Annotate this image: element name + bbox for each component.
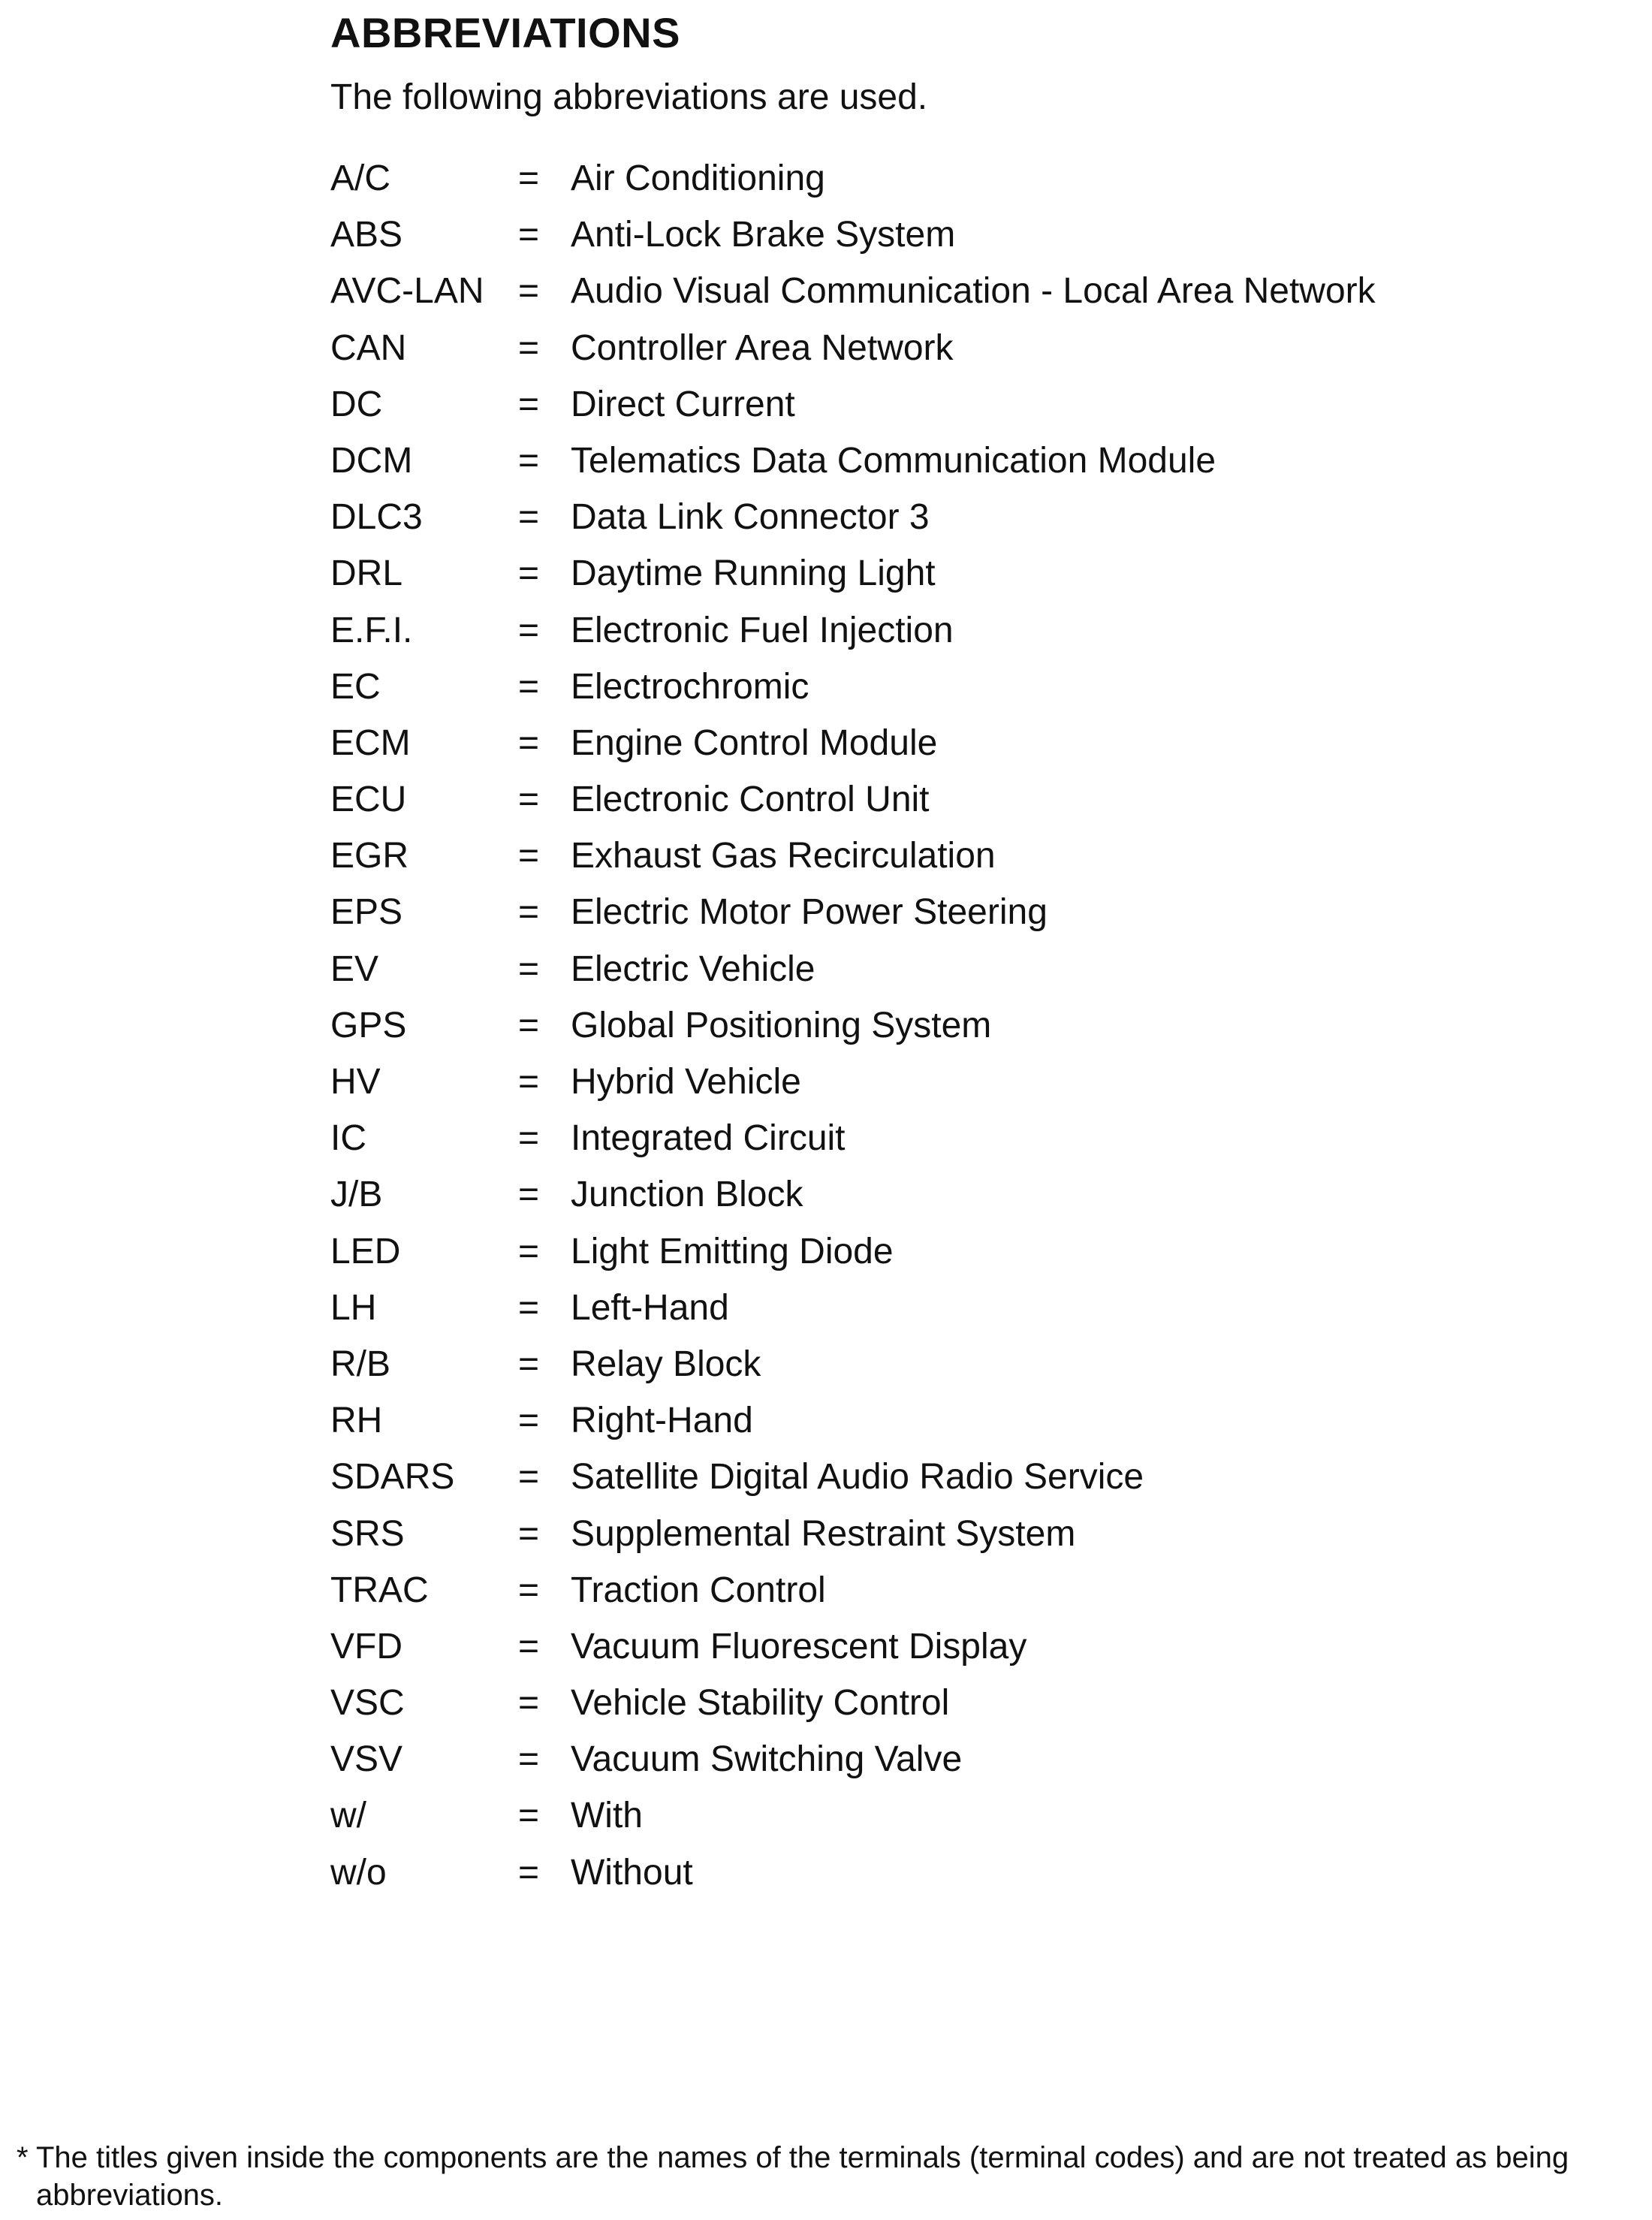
abbreviation-row	[330, 884, 1607, 940]
abbreviation-code: AVC-LAN	[330, 271, 484, 312]
abbreviation-row	[330, 1449, 1607, 1505]
abbreviation-meaning: Exhaust Gas Recirculation	[571, 836, 996, 876]
abbreviation-code: IC	[330, 1118, 366, 1159]
abbreviation-code: VSC	[330, 1683, 405, 1724]
abbreviation-meaning: Traction Control	[571, 1570, 826, 1610]
abbreviation-meaning: Audio Visual Communication - Local Area Network	[571, 271, 1376, 312]
abbreviation-meaning: Telematics Data Communication Module	[571, 440, 1216, 481]
abbreviation-row	[330, 602, 1607, 659]
abbreviation-code: J/B	[330, 1175, 383, 1215]
abbreviation-code: DCM	[330, 440, 413, 481]
abbreviation-meaning: Vacuum Fluorescent Display	[571, 1626, 1027, 1667]
abbreviation-row	[330, 1562, 1607, 1618]
abbreviation-code: w/	[330, 1796, 366, 1836]
abbreviation-list	[330, 150, 1607, 1901]
abbreviation-code: VSV	[330, 1739, 403, 1780]
abbreviation-meaning: Supplemental Restraint System	[571, 1513, 1076, 1554]
abbreviation-row	[330, 1280, 1607, 1336]
abbreviation-code: R/B	[330, 1344, 391, 1384]
abbreviation-code: SDARS	[330, 1457, 455, 1498]
abbreviation-row	[330, 433, 1607, 489]
abbreviation-row	[330, 207, 1607, 263]
abbreviation-meaning: Daytime Running Light	[571, 553, 936, 594]
equals-sign: =	[518, 949, 540, 989]
abbreviation-meaning: Vacuum Switching Valve	[571, 1739, 963, 1780]
abbreviation-code: A/C	[330, 158, 391, 198]
equals-sign: =	[518, 1062, 540, 1102]
abbreviation-meaning: Electronic Control Unit	[571, 780, 930, 820]
equals-sign: =	[518, 1175, 540, 1215]
abbreviation-meaning: Electric Vehicle	[571, 949, 815, 989]
equals-sign: =	[518, 722, 540, 763]
abbreviation-row	[330, 1166, 1607, 1223]
equals-sign: =	[518, 610, 540, 650]
abbreviation-row	[330, 659, 1607, 715]
equals-sign: =	[518, 780, 540, 820]
abbreviation-meaning: Light Emitting Diode	[571, 1231, 894, 1271]
abbreviation-row	[330, 771, 1607, 828]
abbreviation-row	[330, 1618, 1607, 1675]
equals-sign: =	[518, 1005, 540, 1045]
abbreviation-row	[330, 1223, 1607, 1280]
equals-sign: =	[518, 215, 540, 255]
abbreviation-code: LH	[330, 1287, 377, 1328]
abbreviation-row	[330, 715, 1607, 771]
abbreviation-row	[330, 1844, 1607, 1901]
abbreviation-row	[330, 545, 1607, 602]
abbreviation-code: w/o	[330, 1852, 387, 1893]
abbreviation-row	[330, 1506, 1607, 1562]
equals-sign: =	[518, 440, 540, 481]
abbreviation-row	[330, 1336, 1607, 1392]
equals-sign: =	[518, 666, 540, 707]
abbreviation-code: SRS	[330, 1513, 405, 1554]
equals-sign: =	[518, 1683, 540, 1724]
abbreviation-code: E.F.I.	[330, 610, 413, 650]
abbreviation-row	[330, 320, 1607, 376]
footnote-marker: *	[17, 2141, 29, 2174]
equals-sign: =	[518, 1457, 540, 1498]
abbreviation-row	[330, 263, 1607, 319]
abbreviation-code: CAN	[330, 327, 407, 368]
abbreviation-meaning: Integrated Circuit	[571, 1118, 846, 1159]
abbreviation-row	[330, 828, 1607, 884]
page-title: ABBREVIATIONS	[330, 9, 680, 56]
abbreviation-code: ECM	[330, 722, 411, 763]
abbreviation-meaning: Anti-Lock Brake System	[571, 215, 956, 255]
abbreviation-code: DRL	[330, 553, 403, 594]
equals-sign: =	[518, 271, 540, 312]
abbreviation-code: DC	[330, 384, 383, 424]
abbreviation-code: VFD	[330, 1626, 402, 1667]
abbreviation-code: EPS	[330, 892, 403, 933]
equals-sign: =	[518, 1796, 540, 1836]
equals-sign: =	[518, 1231, 540, 1271]
abbreviation-meaning: Satellite Digital Audio Radio Service	[571, 1457, 1144, 1498]
abbreviation-row	[330, 1731, 1607, 1787]
abbreviation-code: EC	[330, 666, 381, 707]
abbreviation-meaning: Without	[571, 1852, 693, 1893]
equals-sign: =	[518, 327, 540, 368]
equals-sign: =	[518, 892, 540, 933]
abbreviation-row	[330, 150, 1607, 207]
abbreviation-meaning: Global Positioning System	[571, 1005, 992, 1045]
equals-sign: =	[518, 1739, 540, 1780]
abbreviation-meaning: Electric Motor Power Steering	[571, 892, 1048, 933]
abbreviation-row	[330, 1110, 1607, 1166]
abbreviation-code: EGR	[330, 836, 409, 876]
abbreviation-row	[330, 997, 1607, 1054]
intro-text: The following abbreviations are used.	[330, 77, 928, 117]
equals-sign: =	[518, 158, 540, 198]
abbreviation-meaning: Junction Block	[571, 1175, 803, 1215]
equals-sign: =	[518, 1513, 540, 1554]
abbreviation-meaning: Air Conditioning	[571, 158, 825, 198]
abbreviation-meaning: Data Link Connector 3	[571, 497, 930, 538]
abbreviation-row	[330, 941, 1607, 997]
equals-sign: =	[518, 1626, 540, 1667]
abbreviation-meaning: Relay Block	[571, 1344, 761, 1384]
equals-sign: =	[518, 1852, 540, 1893]
equals-sign: =	[518, 1570, 540, 1610]
abbreviation-code: ECU	[330, 780, 407, 820]
equals-sign: =	[518, 1401, 540, 1441]
equals-sign: =	[518, 384, 540, 424]
footnote	[17, 2139, 1638, 2214]
abbreviation-meaning: Controller Area Network	[571, 327, 954, 368]
abbreviation-row	[330, 1054, 1607, 1110]
abbreviation-code: LED	[330, 1231, 401, 1271]
abbreviation-meaning: Electronic Fuel Injection	[571, 610, 954, 650]
equals-sign: =	[518, 1118, 540, 1159]
abbreviation-code: GPS	[330, 1005, 407, 1045]
abbreviation-meaning: Left-Hand	[571, 1287, 729, 1328]
abbreviation-meaning: Right-Hand	[571, 1401, 753, 1441]
abbreviation-code: ABS	[330, 215, 403, 255]
abbreviation-code: DLC3	[330, 497, 423, 538]
abbreviation-meaning: With	[571, 1796, 643, 1836]
equals-sign: =	[518, 836, 540, 876]
abbreviation-code: RH	[330, 1401, 383, 1441]
abbreviation-code: EV	[330, 949, 379, 989]
abbreviation-code: HV	[330, 1062, 381, 1102]
abbreviation-meaning: Engine Control Module	[571, 722, 938, 763]
abbreviation-row	[330, 1392, 1607, 1449]
footnote-text: The titles given inside the components are the names of the terminals (terminal codes) and are not treated as being abbreviations.	[36, 2141, 1569, 2212]
equals-sign: =	[518, 497, 540, 538]
abbreviation-code: TRAC	[330, 1570, 429, 1610]
equals-sign: =	[518, 553, 540, 594]
equals-sign: =	[518, 1287, 540, 1328]
abbreviation-row	[330, 1675, 1607, 1731]
equals-sign: =	[518, 1344, 540, 1384]
abbreviation-row	[330, 1787, 1607, 1844]
abbreviation-meaning: Vehicle Stability Control	[571, 1683, 950, 1724]
abbreviation-row	[330, 489, 1607, 545]
abbreviation-meaning: Direct Current	[571, 384, 795, 424]
abbreviation-meaning: Electrochromic	[571, 666, 809, 707]
abbreviation-row	[330, 376, 1607, 433]
abbreviation-meaning: Hybrid Vehicle	[571, 1062, 801, 1102]
